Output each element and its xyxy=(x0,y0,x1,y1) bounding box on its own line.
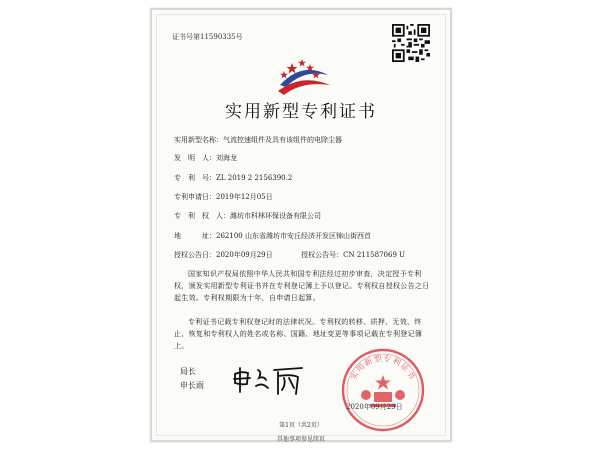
field-address xyxy=(174,231,371,241)
svg-text:实用新型专利证书: 实用新型专利证书 xyxy=(349,353,417,382)
certificate-number: 证书号第11590335号 xyxy=(172,33,243,41)
field-patentee xyxy=(174,211,321,221)
field-label: 授权公告号： xyxy=(301,251,344,259)
field-value: ZL 2019 2 2156390.2 xyxy=(216,174,293,182)
field-label: 发 明 人： xyxy=(174,154,216,162)
field-label: 专 利 号： xyxy=(174,174,216,182)
field-patent-number xyxy=(174,173,292,183)
sipo-emblem-icon xyxy=(272,55,332,97)
field-inventor xyxy=(174,153,237,163)
field-label: 实用新型名称： xyxy=(174,136,223,144)
field-value: 潍坊市科林环保设备有限公司 xyxy=(230,212,321,220)
certificate-title: 实用新型专利证书 xyxy=(225,102,377,122)
qr-code-icon xyxy=(392,24,430,62)
director-signature xyxy=(232,358,307,400)
field-value: CN 211587069 U xyxy=(343,251,406,259)
field-value: 2020年09月29日 xyxy=(216,251,273,259)
patent-certificate xyxy=(150,8,452,442)
signatory-title: 局长 xyxy=(180,367,196,376)
field-label: 专 利 权 人： xyxy=(174,212,230,220)
footer-note: 其他事项参见续页 xyxy=(276,436,325,443)
field-grant-date xyxy=(174,250,405,260)
field-label: 专利申请日： xyxy=(174,193,216,201)
field-label: 地 址： xyxy=(174,232,216,240)
field-value: 刘海龙 xyxy=(216,154,237,162)
seal-date: 2020年09月29日 xyxy=(346,403,403,411)
field-value: 262100 山东省潍坊市安丘经济开发区锦山街西首 xyxy=(216,232,371,240)
certificate-body-paragraph: 专利证书记载专利权登记时的法律状况。专利权的转移、质押、无效、终止、恢复和专利权人的姓名或名称、国籍、地址变更等事项记载在专利登记簿上。 xyxy=(174,318,423,350)
field-value: 气流控速组件及具有该组件的电除尘器 xyxy=(223,136,342,144)
field-utility-model-name xyxy=(174,135,342,145)
field-value: 2019年12月05日 xyxy=(216,193,273,201)
certificate-body-paragraph: 国家知识产权局依照中华人民共和国专利法经过初步审查，决定授予专利权，颁发实用新型专利证书并在专利登记簿上予以登记。专利权自授权公告之日起生效。专利权期限为十年，自申请日起算。 xyxy=(174,270,430,302)
page-number: 第1页（共2页） xyxy=(279,422,323,429)
field-application-date xyxy=(174,192,273,202)
signatory-name: 申长雨 xyxy=(180,381,204,390)
field-label: 授权公告日： xyxy=(174,251,216,259)
